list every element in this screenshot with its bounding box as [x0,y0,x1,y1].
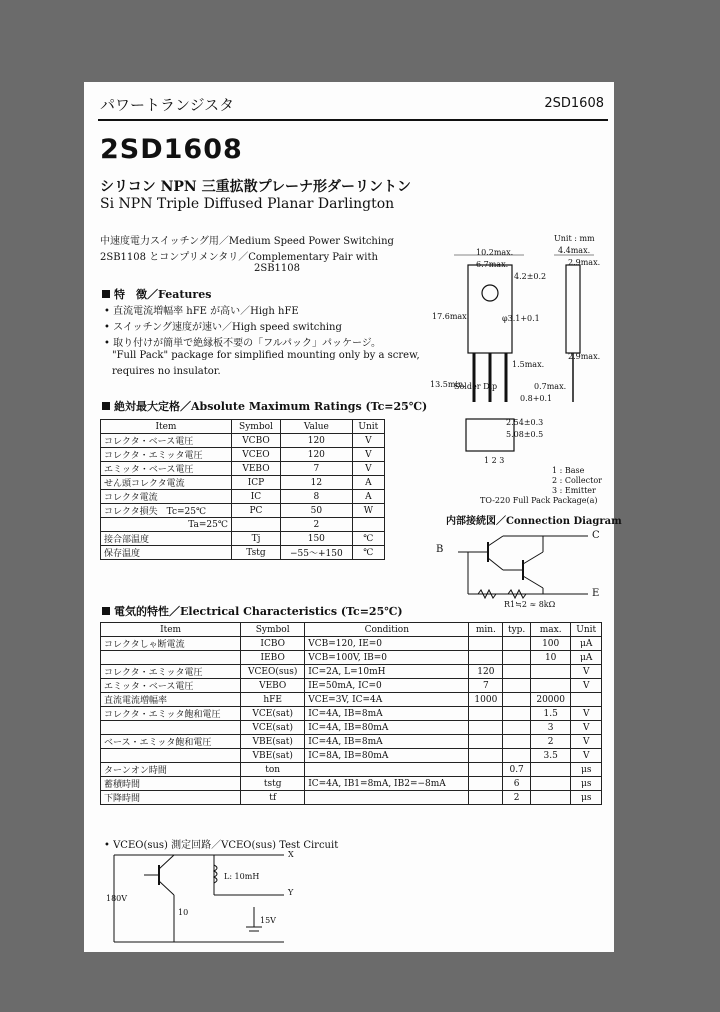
cell [352,518,384,532]
feature-item: • 直流電流増幅率 hFE が高い／High hFE [104,306,299,317]
table-row [101,532,385,546]
cell: 50 [280,504,352,518]
package-name: TO-220 Full Pack Package(a) [480,496,598,505]
cell: 2 [530,735,570,749]
cell: V [352,434,384,448]
col-header: typ. [503,623,531,637]
col-header: min. [469,623,503,637]
cell: コレクタ・エミッタ電圧 [101,665,241,679]
cell: W [352,504,384,518]
cell: −55～+150 [280,546,352,560]
cell: ターンオン時間 [101,763,241,777]
test-label: 180V [106,894,128,903]
test-label: L: 10mH [224,872,260,881]
col-header: Value [280,420,352,434]
table-row [101,546,385,560]
col-header: max. [530,623,570,637]
cell: IE=50mA, IC=0 [305,679,469,693]
cell: 0.7 [503,763,531,777]
cell: V [571,665,602,679]
cell: VCEO [231,448,280,462]
cell: tstg [241,777,305,791]
table-row [101,791,602,805]
test-label: 15V [260,916,276,925]
cell [469,651,503,665]
cell [231,518,280,532]
cell: IC=8A, IB=80mA [305,749,469,763]
application-line3: 2SB1108 [254,263,301,274]
table-row [101,735,602,749]
cell [469,763,503,777]
col-header: Condition [305,623,469,637]
subtitle-jp: シリコン NPN 三重拡散プレーナ形ダーリントン [100,179,412,195]
cell: 1000 [469,693,503,707]
cell: VBE(sat) [241,735,305,749]
cell: 保存温度 [101,546,232,560]
table-row [101,777,602,791]
pin-label: 3 : Emitter [552,486,596,495]
feature-item: • スイッチング速度が速い／High speed switching [104,322,342,333]
cell: 下降時間 [101,791,241,805]
cell: 3 [530,721,570,735]
cell: 3.5 [530,749,570,763]
cell: Tstg [231,546,280,560]
cell: V [571,735,602,749]
cell: エミッタ・ベース電圧 [101,462,232,476]
cell: IC=4A, IB1=8mA, IB2=−8mA [305,777,469,791]
subtitle-en: Si NPN Triple Diffused Planar Darlington [100,196,395,212]
cell [530,679,570,693]
cell: μs [571,777,602,791]
cell: 150 [280,532,352,546]
cell: IC=4A, IB=8mA [305,707,469,721]
dim-label: 2.54±0.3 [506,418,544,427]
table-row [101,749,602,763]
cell: μs [571,791,602,805]
table-row [101,693,602,707]
cell: A [352,490,384,504]
package-unit: Unit : mm [554,234,595,243]
pin-numbers: 1 2 3 [484,456,505,465]
cell: コレクタ電流 [101,490,232,504]
cell: 7 [469,679,503,693]
dim-label: 10.2max. [476,248,514,257]
dim-label: φ3.1+0.1 [502,314,540,323]
cell: エミッタ・ベース電圧 [101,679,241,693]
cell: ℃ [352,546,384,560]
cell [503,749,531,763]
cell: V [571,679,602,693]
table-row [101,763,602,777]
table-row [101,490,385,504]
cell: V [571,707,602,721]
header-part-number: 2SD1608 [544,96,604,111]
table-row [101,434,385,448]
datasheet-page [84,82,622,952]
cell: 12 [280,476,352,490]
dim-label: 13.5min. [430,380,466,389]
elec-table [100,622,602,805]
cell: IC=4A, IB=8mA [305,735,469,749]
abs-max-table [100,419,385,560]
table-row [101,448,385,462]
cell: ICP [231,476,280,490]
cell: VCE(sat) [241,721,305,735]
cell: ベース・エミッタ飽和電圧 [101,735,241,749]
table-row [101,518,385,532]
cell: μA [571,651,602,665]
conn-label-e: E [592,588,600,599]
dim-label: 4.2±0.2 [514,272,547,281]
cell [503,637,531,651]
cell [101,749,241,763]
test-circuit-diagram [104,847,304,947]
cell: 接合部温度 [101,532,232,546]
test-label: X [288,850,294,859]
dim-label: 0.8+0.1 [520,394,553,403]
dim-label: 4.4max. [558,246,591,255]
cell [469,791,503,805]
cell: V [352,448,384,462]
col-header: Symbol [241,623,305,637]
cell [503,721,531,735]
connection-diagram [448,522,608,612]
cell: IEBO [241,651,305,665]
cell [530,791,570,805]
table-row [101,679,602,693]
cell [305,791,469,805]
cell: 8 [280,490,352,504]
table-row [101,707,602,721]
table-row [101,462,385,476]
cell: VEBO [241,679,305,693]
cell: VEBO [231,462,280,476]
cell [469,721,503,735]
table-row [101,721,602,735]
category-label: パワートランジスタ [100,96,235,114]
feature-item: "Full Pack" package for simplified mounting only by a screw, [112,350,420,361]
cell: ℃ [352,532,384,546]
cell: コレクタ損失 Tc=25℃ [101,504,232,518]
cell [503,665,531,679]
dim-label: 2.9max. [568,352,601,361]
dim-label: 2.9max. [568,258,601,267]
features-heading: 特 徴／Features [102,286,211,302]
cell: コレクタ・ベース電圧 [101,434,232,448]
cell: 100 [530,637,570,651]
cell [530,777,570,791]
cell [469,707,503,721]
cell: ton [241,763,305,777]
table-row [101,476,385,490]
pin-label: 1 : Base [552,466,585,475]
cell [503,651,531,665]
col-header: Unit [352,420,384,434]
cell: 6 [503,777,531,791]
pin-label: 2 : Collector [552,476,602,485]
connection-heading: 内部接続図／Connection Diagram [446,516,622,527]
cell: VCE(sat) [241,707,305,721]
cell: 蓄積時間 [101,777,241,791]
dim-label: 0.7max. [534,382,567,391]
cell: 2 [280,518,352,532]
cell: 1.5 [530,707,570,721]
part-number: 2SD1608 [100,134,243,165]
dim-label: 17.6max. [432,312,470,321]
cell: PC [231,504,280,518]
application-line1: 中速度電力スイッチング用／Medium Speed Power Switching [100,236,394,247]
cell: Tj [231,532,280,546]
cell: V [571,749,602,763]
cell [469,749,503,763]
cell [305,763,469,777]
conn-label-c: C [592,530,600,541]
cell: μs [571,763,602,777]
cell: 120 [280,448,352,462]
cell: 7 [280,462,352,476]
cell [503,707,531,721]
col-header: Symbol [231,420,280,434]
cell: コレクタ・エミッタ電圧 [101,448,232,462]
cell: VBE(sat) [241,749,305,763]
conn-resistor-note: R1≒2 ≈ 8kΩ [504,600,556,609]
cell [101,721,241,735]
dim-label: 5.08±0.5 [506,430,544,439]
test-label: 10 [178,908,189,917]
cell [469,777,503,791]
cell: Ta=25℃ [101,518,232,532]
dim-label: 1.5max. [512,360,545,369]
cell [469,637,503,651]
cell [530,763,570,777]
col-header: Item [101,623,241,637]
feature-item: requires no insulator. [112,366,221,377]
cell: IC [231,490,280,504]
cell: ICBO [241,637,305,651]
cell: A [352,476,384,490]
cell: V [352,462,384,476]
dim-label: 6.7max. [476,260,509,269]
cell [469,735,503,749]
feature-item: • 取り付けが簡単で絶縁板不要の「フルパック」パッケージ。 [104,338,381,349]
test-circuit-heading: • VCEO(sus) 測定回路／VCEO(sus) Test Circuit [104,840,339,851]
test-label: Y [288,888,294,897]
cell [530,665,570,679]
cell: 120 [280,434,352,448]
cell [503,679,531,693]
cell: 2 [503,791,531,805]
cell: 直流電流増幅率 [101,693,241,707]
col-header: Item [101,420,232,434]
cell: hFE [241,693,305,707]
cell: VCB=100V, IB=0 [305,651,469,665]
cell: 20000 [530,693,570,707]
cell: せん頭コレクタ電流 [101,476,232,490]
cell: V [571,721,602,735]
table-row [101,504,385,518]
cell: IC=4A, IB=80mA [305,721,469,735]
cell: 120 [469,665,503,679]
cell [571,693,602,707]
cell: コレクタ・エミッタ飽和電圧 [101,707,241,721]
cell: μA [571,637,602,651]
cell [503,735,531,749]
conn-label-b: B [436,544,444,555]
header-rule [98,119,608,121]
cell: VCEO(sus) [241,665,305,679]
cell: IC=2A, L=10mH [305,665,469,679]
cell: VCE=3V, IC=4A [305,693,469,707]
cell [101,651,241,665]
elec-heading: 電気的特性／Electrical Characteristics (Tc=25℃) [102,603,403,619]
cell: 10 [530,651,570,665]
table-row [101,665,602,679]
table-row [101,651,602,665]
cell: VCBO [231,434,280,448]
application-line2: 2SB1108 とコンプリメンタリ／Complementary Pair with [100,252,378,263]
abs-max-heading: 絶対最大定格／Absolute Maximum Ratings (Tc=25℃) [102,398,427,414]
col-header: Unit [571,623,602,637]
cell: VCB=120, IE=0 [305,637,469,651]
cell: tf [241,791,305,805]
dim-label: Solder Dip [454,382,498,391]
cell: コレクタしゃ断電流 [101,637,241,651]
table-row [101,637,602,651]
cell [503,693,531,707]
